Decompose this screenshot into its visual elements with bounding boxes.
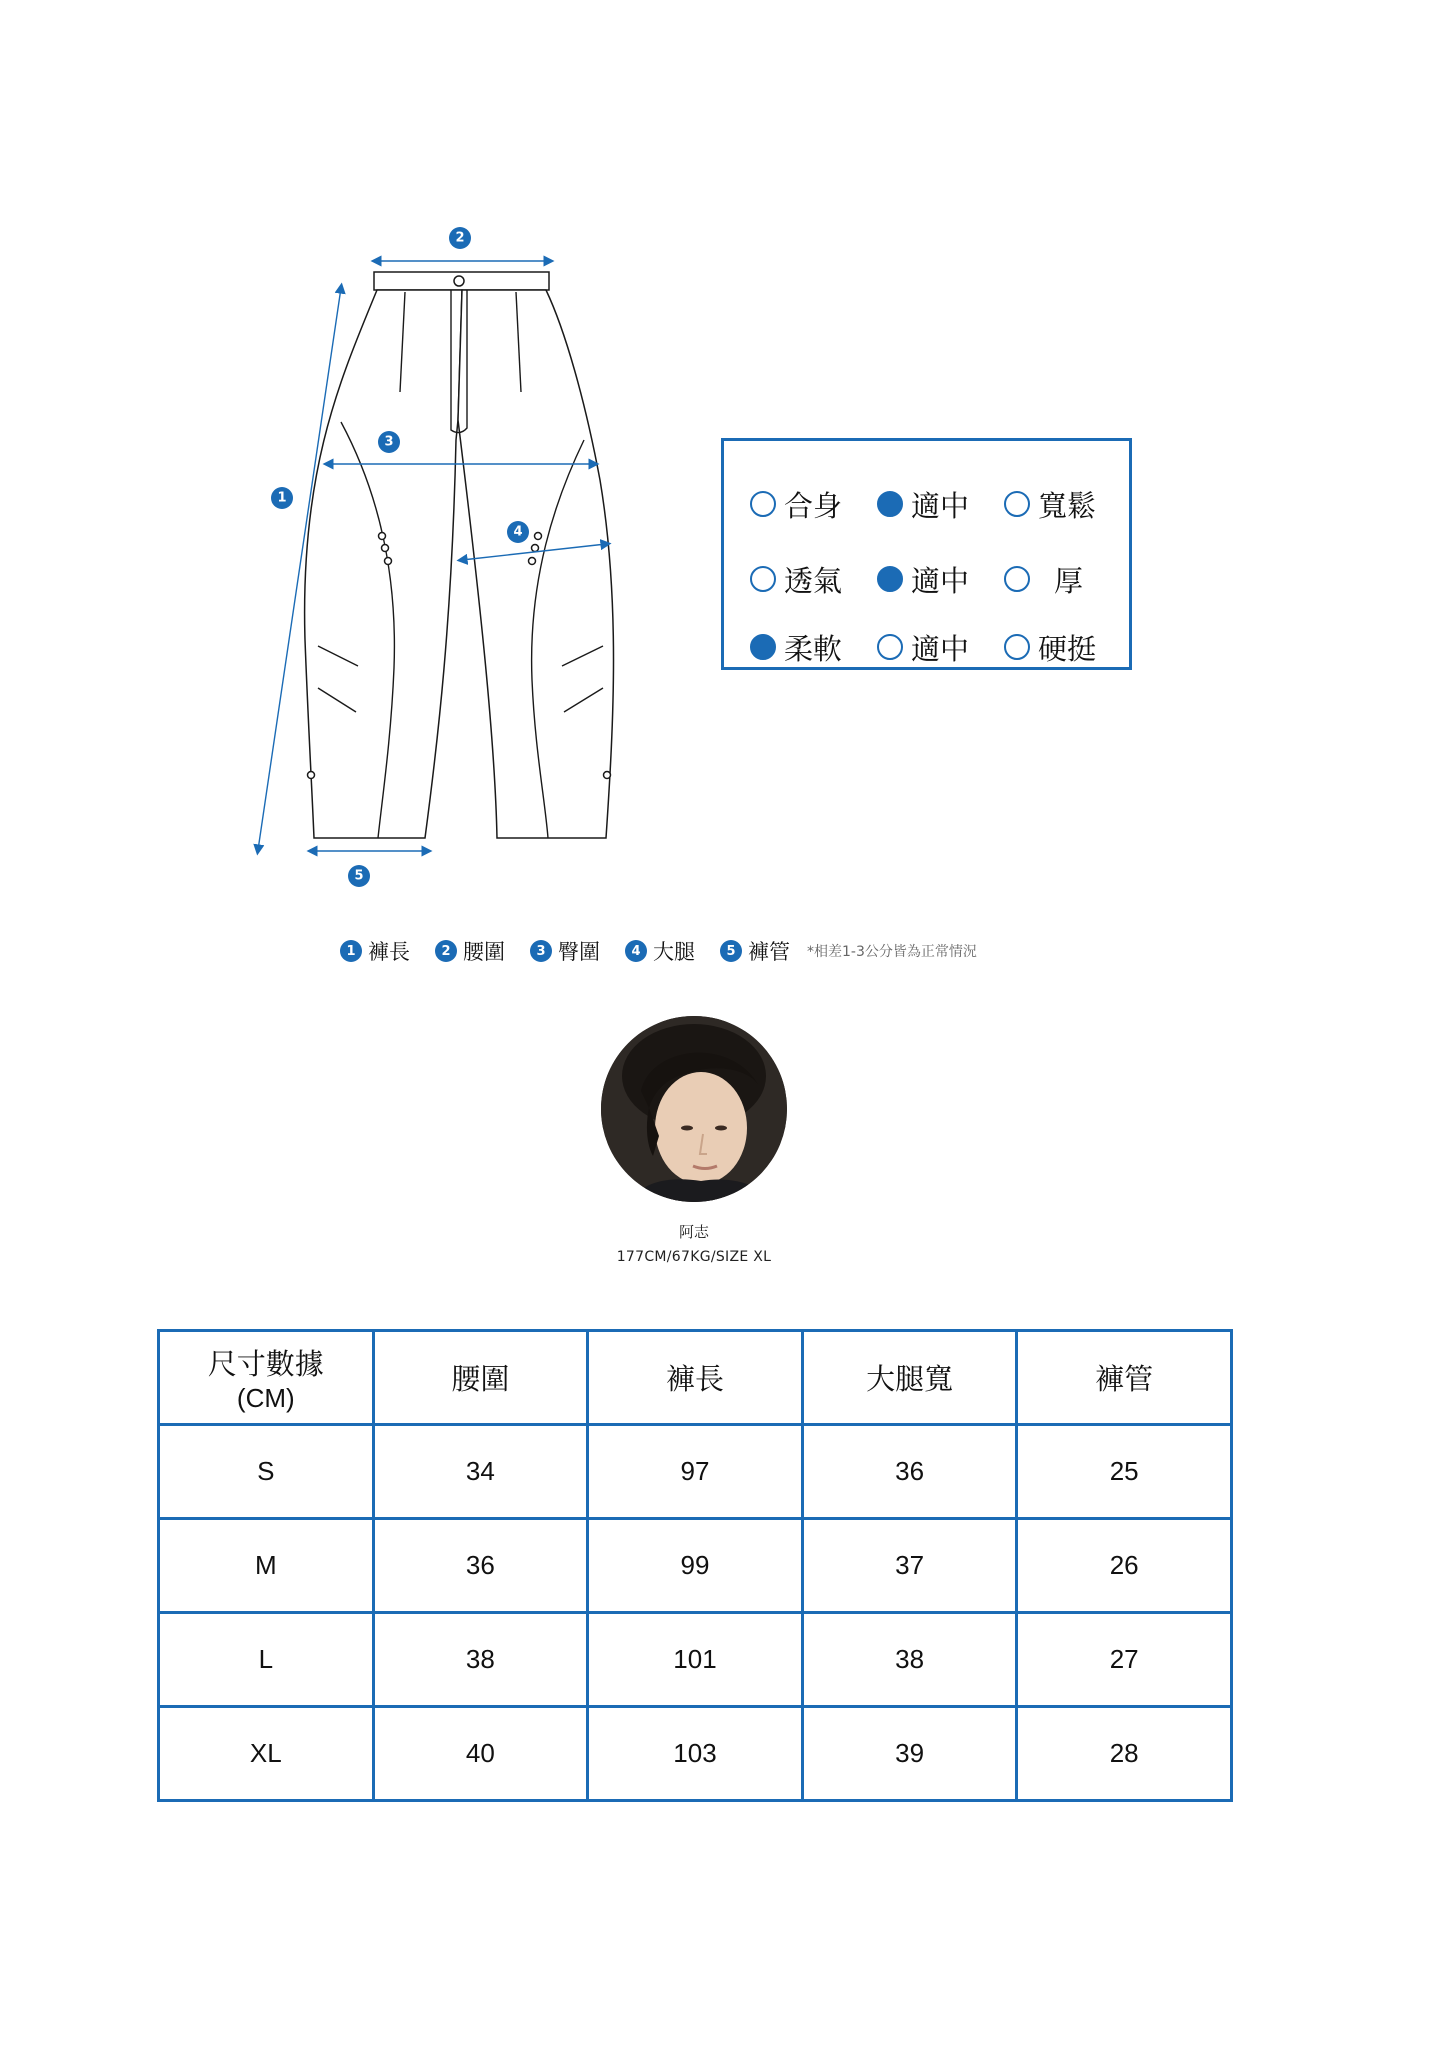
attr-row-softness xyxy=(750,627,1131,667)
knee-button xyxy=(385,558,392,565)
size-cell: L xyxy=(159,1613,374,1707)
table-header-size xyxy=(159,1331,374,1425)
legend-number-badge: 3 xyxy=(530,940,552,962)
svg-text:2: 2 xyxy=(455,230,465,246)
radio-icon xyxy=(1004,566,1030,592)
table-row xyxy=(159,1613,1232,1707)
radio-icon xyxy=(877,566,903,592)
radio-icon xyxy=(1004,491,1030,517)
attr-label: 合身 xyxy=(784,488,843,523)
header-title: 尺寸數據 xyxy=(207,1348,324,1381)
radio-icon xyxy=(877,634,903,660)
value-cell: 38 xyxy=(802,1613,1017,1707)
legend-label: 大腿 xyxy=(653,940,695,964)
legend-number-badge: 4 xyxy=(625,940,647,962)
attr-option xyxy=(877,484,1004,525)
legend-label: 臀圍 xyxy=(558,940,600,964)
header-unit: (CM) xyxy=(236,1382,295,1413)
marker-length xyxy=(271,487,293,509)
model-name: 阿志 xyxy=(678,1223,709,1241)
attr-option xyxy=(877,627,1004,668)
value-cell: 99 xyxy=(588,1519,803,1613)
legend-number-badge: 1 xyxy=(340,940,362,962)
knee-button xyxy=(529,558,536,565)
attr-label: 柔軟 xyxy=(784,631,843,666)
attr-row-fit xyxy=(750,484,1131,524)
table-header-waist: 腰圍 xyxy=(373,1331,588,1425)
table-row xyxy=(159,1425,1232,1519)
attr-option xyxy=(1004,484,1131,525)
marker-hip xyxy=(378,431,400,453)
value-cell: 37 xyxy=(802,1519,1017,1613)
table-row xyxy=(159,1519,1232,1613)
value-cell: 36 xyxy=(802,1425,1017,1519)
waist-button xyxy=(454,276,464,286)
model-avatar xyxy=(601,1016,787,1202)
value-cell: 26 xyxy=(1017,1519,1232,1613)
attr-label: 適中 xyxy=(911,563,970,598)
hem-button xyxy=(604,772,611,779)
marker-hem xyxy=(348,865,370,887)
value-cell: 103 xyxy=(588,1707,803,1801)
value-cell: 25 xyxy=(1017,1425,1232,1519)
table-header-hem: 褲管 xyxy=(1017,1331,1232,1425)
radio-icon xyxy=(1004,634,1030,660)
model-stats: 177CM/67KG/SIZE XL xyxy=(616,1249,772,1265)
value-cell: 36 xyxy=(373,1519,588,1613)
value-cell: 34 xyxy=(373,1425,588,1519)
table-header-thigh: 大腿寬 xyxy=(802,1331,1017,1425)
attr-label: 厚 xyxy=(1054,563,1084,598)
legend-label: 褲長 xyxy=(368,940,410,964)
legend-label: 腰圍 xyxy=(463,940,505,964)
value-cell: 101 xyxy=(588,1613,803,1707)
attr-label: 適中 xyxy=(911,488,970,523)
size-cell: XL xyxy=(159,1707,374,1801)
table-row xyxy=(159,1707,1232,1801)
attr-label: 寬鬆 xyxy=(1038,488,1097,523)
pants-right-leg xyxy=(458,290,614,838)
value-cell: 28 xyxy=(1017,1707,1232,1801)
marker-thigh xyxy=(507,521,529,543)
svg-text:5: 5 xyxy=(354,868,364,884)
size-cell: S xyxy=(159,1425,374,1519)
attr-label: 硬挺 xyxy=(1038,631,1097,666)
radio-icon xyxy=(877,491,903,517)
value-cell: 38 xyxy=(373,1613,588,1707)
attr-option xyxy=(750,627,877,668)
table-header-row xyxy=(159,1331,1232,1425)
fabric-attributes-panel xyxy=(721,438,1132,670)
legend-item xyxy=(530,936,600,966)
attr-option xyxy=(1004,559,1131,600)
tolerance-note: *相差1-3公分皆為正常情況 xyxy=(807,944,977,960)
attr-option xyxy=(1004,627,1131,668)
svg-text:4: 4 xyxy=(513,524,523,540)
measurement-legend xyxy=(340,936,977,966)
legend-item xyxy=(625,936,695,966)
attr-option xyxy=(750,484,877,525)
value-cell: 97 xyxy=(588,1425,803,1519)
svg-text:1: 1 xyxy=(277,490,287,506)
legend-label: 褲管 xyxy=(748,940,790,964)
radio-icon xyxy=(750,566,776,592)
value-cell: 40 xyxy=(373,1707,588,1801)
knee-button xyxy=(532,545,539,552)
size-chart-table xyxy=(157,1329,1233,1802)
legend-item xyxy=(435,936,505,966)
attr-label: 透氣 xyxy=(784,563,843,598)
knee-button xyxy=(535,533,542,540)
size-cell: M xyxy=(159,1519,374,1613)
value-cell: 27 xyxy=(1017,1613,1232,1707)
knee-button xyxy=(382,545,389,552)
attr-option xyxy=(750,559,877,600)
radio-icon xyxy=(750,634,776,660)
legend-number-badge: 5 xyxy=(720,940,742,962)
legend-number-badge: 2 xyxy=(435,940,457,962)
value-cell: 39 xyxy=(802,1707,1017,1801)
radio-icon xyxy=(750,491,776,517)
hem-button xyxy=(308,772,315,779)
marker-waist xyxy=(449,227,471,249)
table-header-length: 褲長 xyxy=(588,1331,803,1425)
legend-item xyxy=(720,936,790,966)
svg-text:3: 3 xyxy=(384,434,394,450)
attr-row-thickness xyxy=(750,559,1131,599)
attr-option xyxy=(877,559,1004,600)
attr-label: 適中 xyxy=(911,631,970,666)
knee-button xyxy=(379,533,386,540)
legend-item xyxy=(340,936,410,966)
